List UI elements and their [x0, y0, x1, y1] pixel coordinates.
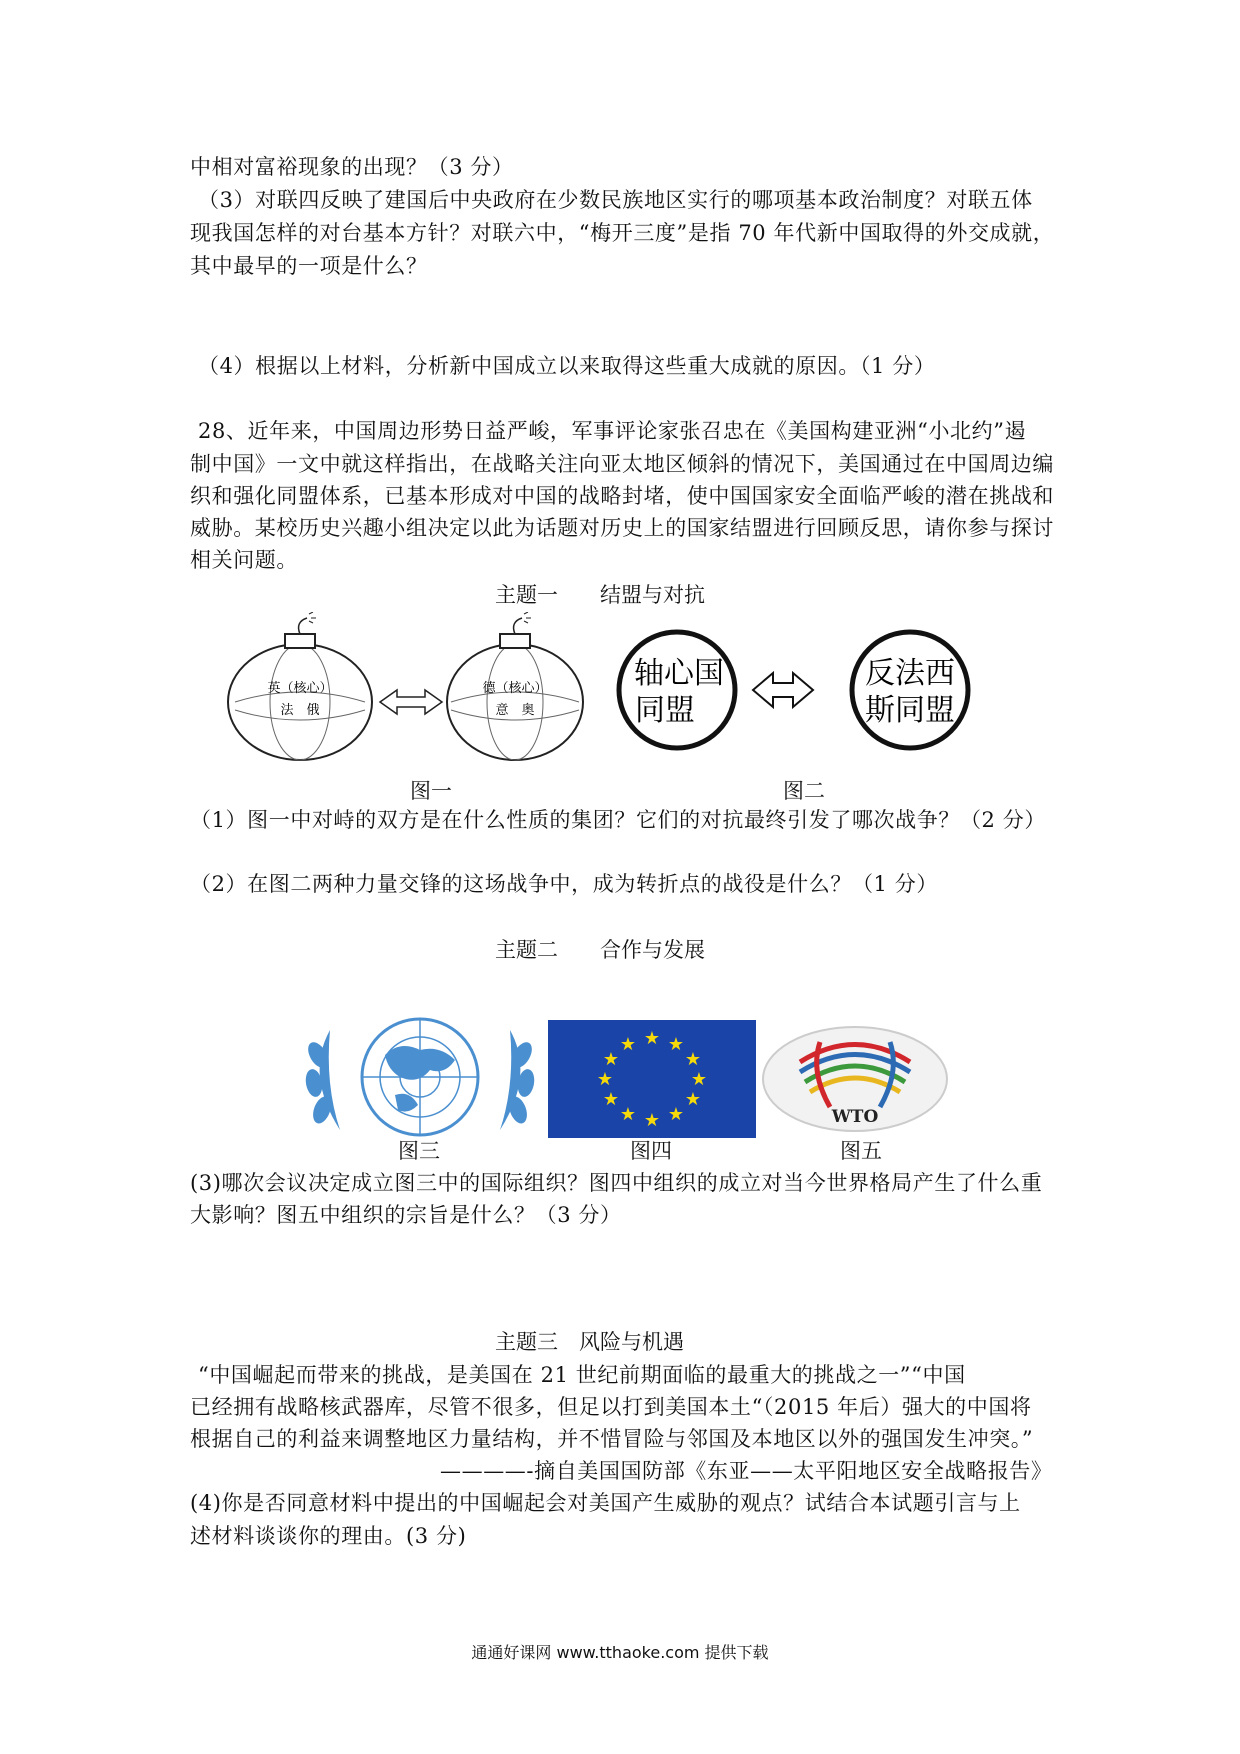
quote-line: 已经拥有战略核武器库，尽管不很多，但足以打到美国本土“（2015 年后）强大的中国将	[190, 1395, 1032, 1419]
svg-text:★: ★	[619, 1034, 637, 1055]
question-3-line: （3）对联四反映了建国后中央政府在少数民族地区实行的哪项基本政治制度？对联五体	[198, 188, 1033, 212]
globe-icon	[362, 1019, 478, 1135]
footer-text: 通通好课网 www.tthaoke.com 提供下载	[471, 1643, 769, 1662]
question-4-line: (4)你是否同意材料中提出的中国崛起会对美国产生威胁的观点？试结合本试题引言与上	[190, 1491, 1021, 1515]
question-28-line: 相关问题。	[190, 548, 298, 572]
figure-2-circles	[615, 615, 975, 765]
double-arrow-icon	[753, 673, 813, 707]
svg-text:★: ★	[596, 1069, 614, 1090]
svg-text:★: ★	[667, 1104, 685, 1125]
question-3-line: 大影响？图五中组织的宗旨是什么？（3 分）	[190, 1203, 622, 1227]
quote-line: 根据自己的利益来调整地区力量结构，并不惜冒险与邻国及本地区以外的强国发生冲突。”	[190, 1427, 1034, 1451]
figure-4-caption: 图四	[630, 1139, 672, 1163]
quote-line: “中国崛起而带来的挑战，是美国在 21 世纪前期面临的最重大的挑战之一”“中国	[198, 1363, 966, 1387]
svg-text:★: ★	[602, 1049, 620, 1070]
un-emblem-figure	[300, 1015, 540, 1140]
svg-text:★: ★	[643, 1028, 661, 1049]
stars-ring-icon	[548, 1020, 756, 1138]
circle-left-label-2: 同盟	[635, 693, 695, 728]
question-1: （1）图一中对峙的双方是在什么性质的集团？它们的对抗最终引发了哪次战争？（2 分）	[190, 808, 1046, 832]
question-28-line: 制中国》一文中就这样指出，在战略关注向亚太地区倾斜的情况下，美国通过在中国周边编	[190, 452, 1054, 476]
svg-text:★: ★	[643, 1110, 661, 1131]
question-28-line: 28、近年来，中国周边形势日益严峻，军事评论家张召忠在《美国构建亚洲“小北约”遏	[198, 419, 1027, 443]
question-3-line: 其中最早的一项是什么？	[190, 254, 428, 278]
figure-1-bombs	[225, 612, 590, 762]
bomb-left-label-1: 英（核心）	[267, 681, 333, 696]
wto-label: WTO	[831, 1107, 879, 1127]
svg-text:★: ★	[667, 1034, 685, 1055]
figure-2-caption: 图二	[783, 779, 825, 803]
circle-right-label-2: 斯同盟	[865, 693, 955, 728]
text-line: 中相对富裕现象的出现？（3 分）	[190, 155, 514, 179]
svg-text:★: ★	[684, 1089, 702, 1110]
theme-3-heading: 主题三 风险与机遇	[495, 1330, 684, 1354]
bomb-right-label-2: 意 奥	[495, 703, 535, 718]
quote-source: ————-摘自美国国防部《东亚——太平阳地区安全战略报告》	[440, 1459, 1053, 1483]
figure-3-caption: 图三	[398, 1139, 440, 1163]
question-28-line: 威胁。某校历史兴趣小组决定以此为话题对历史上的国家结盟进行回顾反思，请你参与探讨	[190, 516, 1054, 540]
figure-1-caption: 图一	[410, 779, 452, 803]
theme-1-heading: 主题一 结盟与对抗	[495, 583, 705, 607]
bomb-right-label-1: 德（核心）	[482, 681, 548, 696]
question-3-line: 现我国怎样的对台基本方针？对联六中，“梅开三度”是指 70 年代新中国取得的外交成就，	[190, 221, 1055, 245]
svg-text:★: ★	[690, 1069, 708, 1090]
svg-text:★: ★	[684, 1049, 702, 1070]
circle-left-label-1: 轴心国	[634, 656, 724, 691]
wto-logo-figure	[760, 1022, 950, 1137]
question-28-line: 织和强化同盟体系，已基本形成对中国的战略封堵，使中国国家安全面临严峻的潜在挑战和	[190, 484, 1054, 508]
figure-5-caption: 图五	[840, 1139, 882, 1163]
svg-text:★: ★	[602, 1089, 620, 1110]
question-2: （2）在图二两种力量交锋的这场战争中，成为转折点的战役是什么？（1 分）	[190, 872, 938, 896]
theme-2-heading: 主题二 合作与发展	[495, 938, 705, 962]
eu-flag-figure	[548, 1020, 756, 1138]
circle-right-label-1: 反法西	[865, 656, 955, 691]
question-4-line: 述材料谈谈你的理由。(3 分)	[190, 1524, 467, 1548]
question-4-line: （4）根据以上材料，分析新中国成立以来取得这些重大成就的原因。（1 分）	[198, 354, 936, 378]
bomb-left-label-2: 法 俄	[280, 703, 320, 718]
question-3-line: (3)哪次会议决定成立图三中的国际组织？图四中组织的成立对当今世界格局产生了什么重	[190, 1171, 1043, 1195]
svg-text:★: ★	[619, 1104, 637, 1125]
